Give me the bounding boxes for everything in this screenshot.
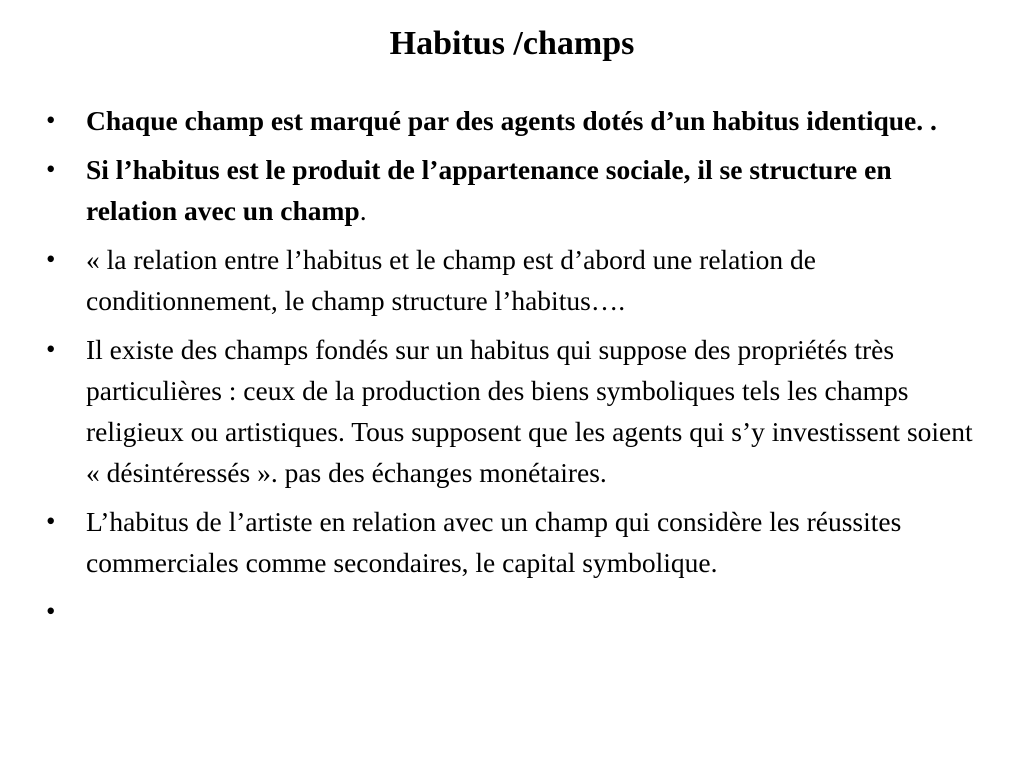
bullet-text: « la relation entre l’habitus et le champ est d’abord une relation de conditionnement, le champ structure l’habitus…. [86,244,816,316]
bullet-dot: • [46,596,56,626]
bullet-item-2 [44,149,984,231]
bullet-dot: • [46,334,56,364]
slide-title: Habitus /champs [389,25,635,62]
bullet-item-3 [44,239,984,321]
bullet-list [44,100,984,626]
bullet-text: L’habitus de l’artiste en relation avec un champ qui considère les réussites commerciales comme secondaires, le capital symbolique. [86,506,902,578]
bullet-dot: • [46,506,56,536]
bullet-item-5 [44,501,984,583]
bullet-dot: • [46,105,56,135]
bullet-item-4 [44,329,984,493]
bullet-dot: • [46,244,56,274]
bullet-text-bold: Chaque champ est marqué par des agents dotés d’un habitus identique. . [86,105,937,136]
bullet-text-bold: Si l’habitus est le produit de l’appartenance sociale, il se structure en relation avec un champ [86,154,892,226]
bullet-text: . [359,195,367,226]
bullet-text: Il existe des champs fondés sur un habitus qui suppose des propriétés très particulières : ceux de la production des biens symboliques tels les champs religieux ou artistiques. Tous supposent que les agents qui s’y investissent soient « désintéressés ». pas des échanges monétaires. [86,334,973,488]
bullet-item-1 [44,100,984,141]
bullet-dot: • [46,154,56,184]
